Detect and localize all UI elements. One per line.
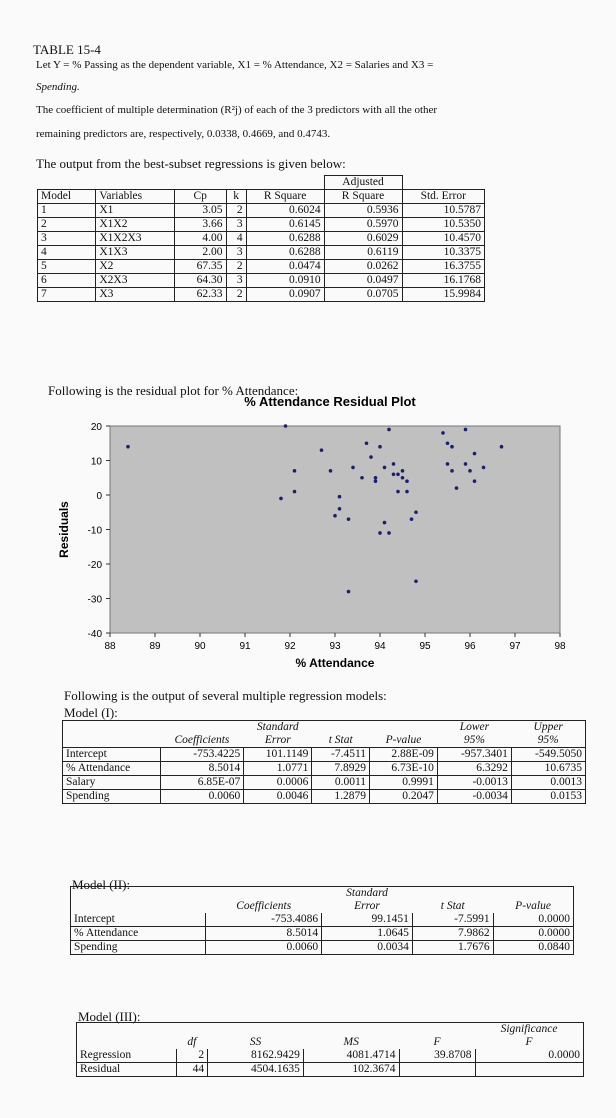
subset-cell: X1X2 — [96, 218, 174, 232]
data-point — [383, 466, 387, 470]
m2-cell: 8.5014 — [206, 927, 322, 941]
subset-cell: 0.0910 — [246, 274, 324, 288]
m2-cell: 0.0840 — [493, 941, 573, 955]
m3-hdr-top-0 — [176, 1023, 208, 1037]
m1-cell: 0.0011 — [312, 776, 370, 790]
data-point — [401, 476, 405, 480]
m3-cell: 102.3674 — [303, 1063, 399, 1077]
m1-cell: 101.1149 — [244, 748, 312, 762]
m1-cell: -0.0034 — [437, 790, 511, 804]
m1-cell: 0.2047 — [370, 790, 438, 804]
subset-cell: 0.6024 — [246, 204, 324, 218]
m1-cell: -753.4225 — [160, 748, 244, 762]
x-tick-label: 94 — [374, 641, 386, 652]
m1-cell: 0.9991 — [370, 776, 438, 790]
subset-cell: 2 — [226, 204, 246, 218]
residual-plot — [40, 388, 580, 678]
data-point — [392, 462, 396, 466]
subset-cell: 2 — [226, 288, 246, 302]
m1-cell: % Attendance — [63, 762, 161, 776]
hdr-top-0 — [38, 176, 96, 190]
m1-cell: 7.8929 — [312, 762, 370, 776]
model2-label: Model (II): — [72, 877, 131, 892]
data-point — [405, 479, 409, 483]
subset-cell: 0.6288 — [246, 246, 324, 260]
data-point — [378, 531, 382, 535]
subset-cell: 0.5936 — [324, 204, 402, 218]
m2-hdr-1: Error — [354, 900, 380, 912]
model3-header — [77, 1036, 584, 1049]
x-tick-label: 92 — [284, 641, 296, 652]
hdr-model: Model — [38, 190, 96, 204]
data-point — [338, 495, 342, 499]
model1-header — [63, 734, 586, 748]
hdr-top-1 — [96, 176, 174, 190]
m3-hdr-top-3 — [399, 1023, 475, 1037]
data-point — [378, 445, 382, 449]
m2-cell: 0.0034 — [322, 941, 413, 955]
subset-cell: 0.0497 — [324, 274, 402, 288]
x-tick-label: 98 — [554, 641, 566, 652]
subset-cell: 5 — [38, 260, 96, 274]
data-point — [464, 428, 468, 432]
intro-line-1: Let Y = % Passing as the dependent variable, X1 = % Attendance, X2 = Salaries and X3 = — [36, 59, 434, 71]
subset-cell: 16.3755 — [402, 260, 485, 274]
m1-cell: 6.3292 — [437, 762, 511, 776]
m1-cell: 2.88E-09 — [370, 748, 438, 762]
subset-cell: X3 — [96, 288, 174, 302]
subset-cell: 0.0474 — [246, 260, 324, 274]
subset-cell: 2.00 — [174, 246, 226, 260]
m2-hdr-top-0 — [206, 887, 322, 901]
subset-row — [38, 232, 485, 246]
subset-cell: 3 — [226, 274, 246, 288]
m1-hdr-5: 95% — [537, 734, 559, 746]
x-tick-label: 89 — [149, 641, 161, 652]
y-tick-label: -30 — [87, 594, 102, 606]
m1-cell: 6.73E-10 — [370, 762, 438, 776]
m1-hdr-top-0 — [160, 721, 244, 735]
y-tick-label: 10 — [90, 456, 102, 468]
m1-hdr-top-3 — [370, 721, 438, 735]
data-point — [392, 473, 396, 477]
subset-cell: 16.1768 — [402, 274, 485, 288]
subset-row — [38, 204, 485, 218]
hdr-adj-rsq: R Square — [324, 190, 402, 204]
m3-cell: 39.8708 — [399, 1049, 475, 1063]
m3-cell — [475, 1063, 584, 1077]
m2-cell: -7.5991 — [412, 913, 493, 927]
m2-cell: 0.0000 — [493, 913, 573, 927]
m1-row — [63, 762, 586, 776]
subset-header — [38, 190, 485, 204]
subset-cell: 7 — [38, 288, 96, 302]
hdr-k: k — [226, 190, 246, 204]
data-point — [401, 469, 405, 473]
data-point — [387, 428, 391, 432]
data-point — [468, 469, 472, 473]
m2-row — [71, 927, 574, 941]
subset-cell: X1 — [96, 204, 174, 218]
hdr-rsq: R Square — [246, 190, 324, 204]
m1-hdr-top-2 — [312, 721, 370, 735]
subset-cell: 0.6029 — [324, 232, 402, 246]
m3-cell: 4504.1635 — [208, 1063, 304, 1077]
data-point — [464, 462, 468, 466]
data-point — [441, 431, 445, 435]
data-point — [450, 469, 454, 473]
model3-header-top — [77, 1023, 584, 1037]
data-point — [383, 521, 387, 525]
subset-cell: 3.66 — [174, 218, 226, 232]
subset-row — [38, 246, 485, 260]
data-point — [338, 507, 342, 511]
m3-hdr-0: df — [187, 1036, 197, 1048]
m3-cell: 2 — [176, 1049, 208, 1063]
data-point — [446, 441, 450, 445]
subset-cell: X1X2X3 — [96, 232, 174, 246]
data-point — [414, 510, 418, 514]
model1-header-top — [63, 721, 586, 735]
data-point — [500, 445, 504, 449]
m1-cell: -0.0013 — [437, 776, 511, 790]
hdr-std-err: Std. Error — [402, 190, 485, 204]
model1-label: Model (I): — [64, 705, 118, 720]
data-point — [450, 445, 454, 449]
m3-row — [77, 1063, 584, 1077]
multi-intro: Following is the output of several multiple regression models: — [64, 688, 387, 703]
subset-cell: 0.5970 — [324, 218, 402, 232]
model2-header-top — [71, 887, 574, 901]
hdr-top-6 — [402, 176, 485, 190]
data-point — [320, 448, 324, 452]
m1-cell: Intercept — [63, 748, 161, 762]
data-point — [482, 466, 486, 470]
m3-hdr-top-1 — [208, 1023, 304, 1037]
m1-cell: -957.3401 — [437, 748, 511, 762]
data-point — [396, 473, 400, 477]
m2-hdr-top-1: Standard — [346, 887, 388, 899]
data-point — [446, 462, 450, 466]
data-point — [351, 466, 355, 470]
subset-cell: X2X3 — [96, 274, 174, 288]
intro-line-2: Spending. — [36, 81, 80, 93]
m2-cell: Spending — [71, 941, 206, 955]
subset-row — [38, 218, 485, 232]
subset-cell: 2 — [38, 218, 96, 232]
model3-label: Model (III): — [78, 1009, 141, 1024]
subset-cell: 0.6119 — [324, 246, 402, 260]
subset-cell: 10.5787 — [402, 204, 485, 218]
model2-header — [71, 900, 574, 913]
subset-cell: 3.05 — [174, 204, 226, 218]
subset-cell: 1 — [38, 204, 96, 218]
table-title: TABLE 15-4 — [33, 42, 101, 57]
m1-cell: 0.0006 — [244, 776, 312, 790]
intro-line-4: remaining predictors are, respectively, 0.0338, 0.4669, and 0.4743. — [36, 128, 331, 140]
subset-cell: 3 — [226, 246, 246, 260]
subset-cell: 0.0262 — [324, 260, 402, 274]
data-point — [347, 590, 351, 594]
m1-row — [63, 790, 586, 804]
m2-row — [71, 913, 574, 927]
m3-hdr-3: F — [433, 1036, 441, 1048]
model2-table — [70, 886, 574, 955]
m1-hdr-1: Error — [264, 734, 291, 746]
data-point — [126, 445, 130, 449]
residual-intro: Following is the residual plot for % Attendance: — [48, 383, 299, 398]
subset-cell: 0.0907 — [246, 288, 324, 302]
x-tick-label: 93 — [329, 641, 341, 652]
y-tick-label: -20 — [87, 560, 102, 571]
data-point — [293, 490, 297, 494]
hdr-cp: Cp — [174, 190, 226, 204]
m3-hdr-top-4: Significance — [500, 1023, 558, 1035]
m1-cell: 1.2879 — [312, 790, 370, 804]
x-tick-label: 97 — [509, 641, 521, 652]
m2-hdr-2: t Stat — [440, 900, 465, 912]
m3-cell: Residual — [77, 1063, 177, 1077]
m3-hdr-4: F — [525, 1036, 533, 1048]
data-point — [414, 579, 418, 583]
m1-hdr-top-1: Standard — [256, 721, 299, 733]
m3-cell: 8162.9429 — [208, 1049, 304, 1063]
m1-hdr-0: Coefficients — [174, 734, 230, 746]
x-tick-label: 88 — [104, 641, 116, 652]
hdr-top-4 — [246, 176, 324, 190]
hdr-top-5: Adjusted — [324, 176, 402, 190]
subset-cell: 3 — [226, 218, 246, 232]
y-tick-label: 20 — [90, 422, 102, 433]
y-tick-label: -10 — [87, 525, 102, 537]
data-point — [329, 469, 333, 473]
subset-cell: 10.4570 — [402, 232, 485, 246]
m2-row — [71, 941, 574, 955]
m1-cell: Salary — [63, 776, 161, 790]
plot-area — [110, 426, 560, 633]
subset-cell: 0.0705 — [324, 288, 402, 302]
m2-hdr-top-2 — [412, 887, 493, 901]
data-point — [293, 469, 297, 473]
data-point — [374, 476, 378, 480]
m3-cell: Regression — [77, 1049, 177, 1063]
m2-hdr-3: P-value — [515, 900, 551, 912]
x-tick-label: 90 — [194, 641, 206, 652]
m2-cell: 0.0060 — [206, 941, 322, 955]
subset-cell: 0.6145 — [246, 218, 324, 232]
m2-cell: 7.9862 — [412, 927, 493, 941]
y-tick-label: 0 — [96, 491, 102, 502]
m1-cell: 0.0046 — [244, 790, 312, 804]
m3-row — [77, 1049, 584, 1063]
data-point — [396, 490, 400, 494]
m2-cell: 1.0645 — [322, 927, 413, 941]
data-point — [333, 514, 337, 518]
m2-hdr-0: Coefficients — [236, 900, 292, 912]
data-point — [347, 517, 351, 521]
model3-table — [76, 1022, 584, 1077]
m3-cell: 44 — [176, 1063, 208, 1077]
m1-cell: Spending — [63, 790, 161, 804]
m1-hdr-top-5: Upper — [533, 721, 563, 733]
chart-title: % Attendance Residual Plot — [244, 394, 416, 409]
subset-cell: X2 — [96, 260, 174, 274]
subset-cell: 2 — [226, 260, 246, 274]
x-tick-label: 96 — [464, 641, 476, 652]
m1-hdr-4: 95% — [463, 734, 485, 746]
model1-table — [62, 720, 586, 804]
m3-cell: 4081.4714 — [303, 1049, 399, 1063]
x-axis-label: % Attendance — [295, 656, 375, 670]
m2-cell: -753.4086 — [206, 913, 322, 927]
subset-cell: 15.9984 — [402, 288, 485, 302]
y-axis-label: Residuals — [57, 501, 71, 558]
m3-cell — [399, 1063, 475, 1077]
m2-cell: 1.7676 — [412, 941, 493, 955]
m2-cell: % Attendance — [71, 927, 206, 941]
subset-cell: 4.00 — [174, 232, 226, 246]
subset-intro: The output from the best-subset regressions is given below: — [36, 156, 346, 171]
m1-cell: 0.0153 — [511, 790, 585, 804]
subset-cell: 10.5350 — [402, 218, 485, 232]
m1-hdr-2: t Stat — [328, 734, 353, 746]
m2-cell: 99.1451 — [322, 913, 413, 927]
subset-cell: 4 — [226, 232, 246, 246]
data-point — [410, 517, 414, 521]
data-point — [473, 479, 477, 483]
m3-cell: 0.0000 — [475, 1049, 584, 1063]
data-point — [365, 441, 369, 445]
m1-cell: 0.0060 — [160, 790, 244, 804]
subset-cell: 4 — [38, 246, 96, 260]
subset-cell: 6 — [38, 274, 96, 288]
subset-row — [38, 274, 485, 288]
data-point — [369, 455, 373, 459]
hdr-top-3 — [226, 176, 246, 190]
m3-hdr-top-2 — [303, 1023, 399, 1037]
m3-hdr-1: SS — [249, 1036, 262, 1048]
m1-cell: 10.6735 — [511, 762, 585, 776]
m1-cell: 8.5014 — [160, 762, 244, 776]
m1-cell: 6.85E-07 — [160, 776, 244, 790]
hdr-top-2 — [174, 176, 226, 190]
subset-cell: X1X3 — [96, 246, 174, 260]
m1-row — [63, 776, 586, 790]
m3-hdr-2: MS — [343, 1036, 359, 1048]
m1-row — [63, 748, 586, 762]
subset-cell: 3 — [38, 232, 96, 246]
m1-cell: -549.5050 — [511, 748, 585, 762]
x-tick-label: 91 — [239, 641, 251, 652]
hdr-variables: Variables — [96, 190, 174, 204]
subset-cell: 67.35 — [174, 260, 226, 274]
m2-cell: Intercept — [71, 913, 206, 927]
y-tick-label: -40 — [87, 629, 102, 640]
subset-cell: 62.33 — [174, 288, 226, 302]
subset-cell: 0.6288 — [246, 232, 324, 246]
subset-row — [38, 288, 485, 302]
subset-row — [38, 260, 485, 274]
data-point — [284, 424, 288, 428]
m1-hdr-top-4: Lower — [459, 721, 490, 733]
m1-hdr-3: P-value — [385, 734, 422, 746]
subset-cell: 64.30 — [174, 274, 226, 288]
data-point — [279, 497, 283, 501]
best-subset-table — [37, 175, 485, 302]
m2-hdr-top-3 — [493, 887, 573, 901]
data-point — [473, 452, 477, 456]
intro-line-3: The coefficient of multiple determination (R²j) of each of the 3 predictors with all the other — [36, 104, 438, 116]
x-tick-label: 95 — [419, 641, 431, 652]
data-point — [360, 476, 364, 480]
m1-cell: 0.0013 — [511, 776, 585, 790]
subset-header-top — [38, 176, 485, 190]
m2-cell: 0.0000 — [493, 927, 573, 941]
subset-cell: 10.3375 — [402, 246, 485, 260]
data-point — [455, 486, 459, 490]
m1-cell: 1.0771 — [244, 762, 312, 776]
data-point — [374, 479, 378, 483]
m1-cell: -7.4511 — [312, 748, 370, 762]
data-point — [387, 531, 391, 535]
data-point — [405, 490, 409, 494]
